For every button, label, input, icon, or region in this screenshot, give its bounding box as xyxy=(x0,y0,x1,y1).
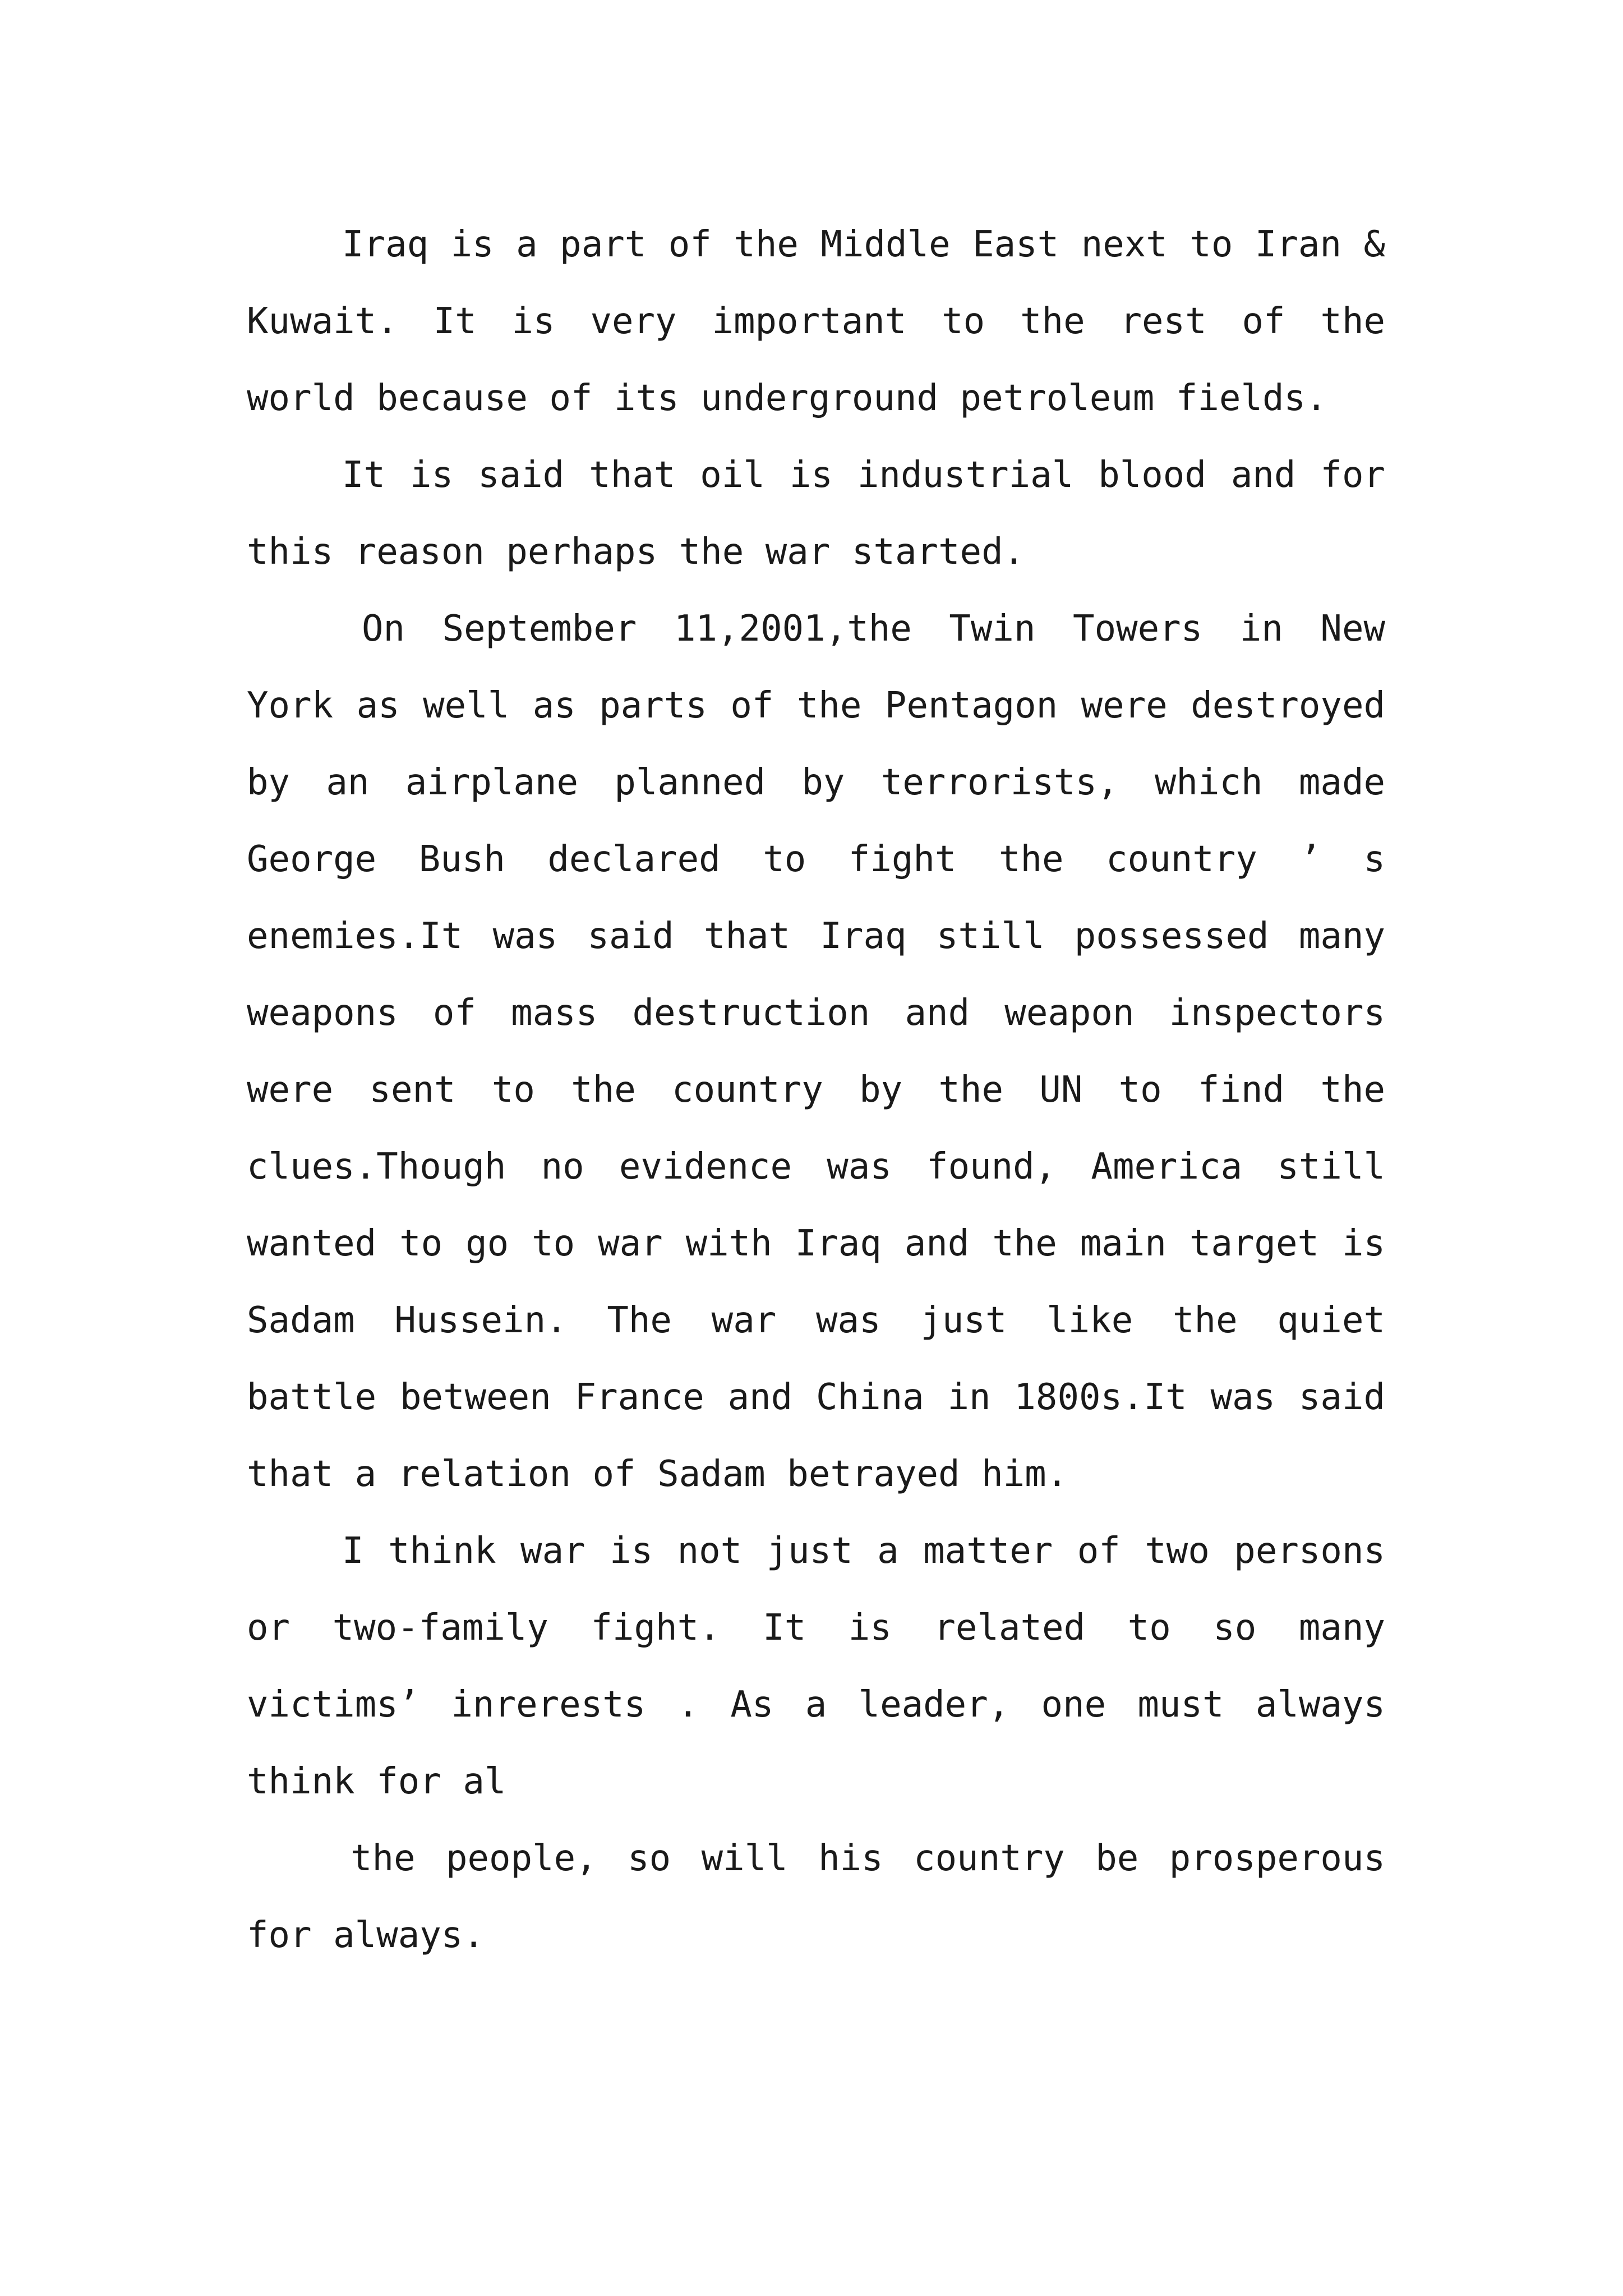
paragraph-2: It is said that oil is industrial blood and for this reason perhaps the war started. xyxy=(247,454,1385,573)
paragraph-5: the people, so will his country be prosperous for always. xyxy=(247,1838,1385,1956)
document-body xyxy=(247,206,1385,1974)
paragraph-1: Iraq is a part of the Middle East next to Iran & Kuwait. It is very important to the rest of the world because of its underground petroleum fields. xyxy=(247,224,1385,419)
paragraph-4: I think war is not just a matter of two persons or two-family fight. It is related to so many victims’ inrerests . As a leader, one must always think for al xyxy=(247,1530,1385,1802)
paragraph-3: On September 11,2001,the Twin Towers in New York as well as parts of the Pentagon were destroyed by an airplane planned by terrorists, which made George Bush declared to fight the country ’ s enemies.It was said that Iraq still possessed many weapons of mass destruction and weapon inspectors were sent to the country by the UN to find the clues.Though no evidence was found, America still wanted to go to war with Iraq and the main target is Sadam Hussein. The war was just like the quiet battle between France and China in 1800s.It was said that a relation of Sadam betrayed him. xyxy=(247,608,1385,1495)
